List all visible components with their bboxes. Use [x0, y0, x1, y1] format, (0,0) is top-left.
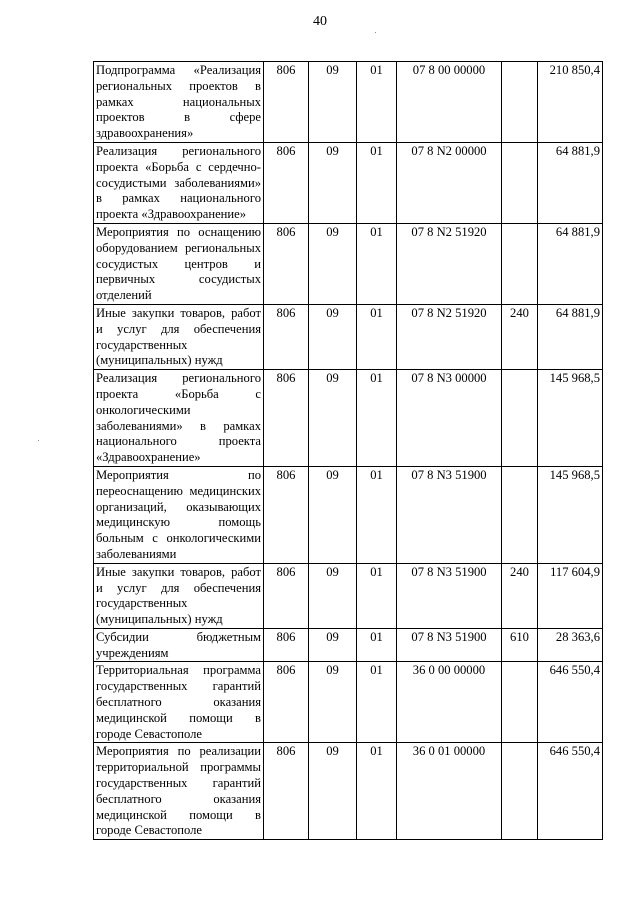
ministry-code: 806	[264, 62, 309, 143]
row-name: Подпрограмма «Реализация региональных проектов в рамках национальных проектов в сфере здравоохранения»	[94, 62, 264, 143]
ministry-code: 806	[264, 743, 309, 840]
ministry-code: 806	[264, 304, 309, 369]
expense-type-code	[502, 662, 538, 743]
amount: 64 881,9	[538, 142, 603, 223]
target-item-code: 07 8 N3 51900	[397, 563, 502, 628]
expense-type-code	[502, 370, 538, 467]
amount: 646 550,4	[538, 743, 603, 840]
row-name: Реализация регионального проекта «Борьба с онкологическими заболеваниями» в рамках национального проекта «Здравоохранение»	[94, 370, 264, 467]
ministry-code: 806	[264, 563, 309, 628]
table-row	[94, 628, 603, 662]
row-name: Мероприятия по оснащению оборудованием региональных сосудистых центров и первичных сосудистых отделений	[94, 223, 264, 304]
section-code: 09	[309, 304, 357, 369]
target-item-code: 07 8 N2 00000	[397, 142, 502, 223]
target-item-code: 36 0 00 00000	[397, 662, 502, 743]
row-name: Реализация регионального проекта «Борьба с сердечно-сосудистыми заболеваниями» в рамках национального проекта «Здравоохранение»	[94, 142, 264, 223]
table-row	[94, 223, 603, 304]
target-item-code: 36 0 01 00000	[397, 743, 502, 840]
subsection-code: 01	[357, 223, 397, 304]
subsection-code: 01	[357, 142, 397, 223]
target-item-code: 07 8 N3 51900	[397, 628, 502, 662]
scan-artifact	[375, 32, 376, 33]
target-item-code: 07 8 N3 51900	[397, 466, 502, 563]
section-code: 09	[309, 466, 357, 563]
ministry-code: 806	[264, 628, 309, 662]
ministry-code: 806	[264, 370, 309, 467]
subsection-code: 01	[357, 628, 397, 662]
budget-table	[93, 61, 603, 840]
expense-type-code	[502, 743, 538, 840]
expense-type-code: 610	[502, 628, 538, 662]
target-item-code: 07 8 N2 51920	[397, 304, 502, 369]
amount: 210 850,4	[538, 62, 603, 143]
amount: 145 968,5	[538, 370, 603, 467]
amount: 646 550,4	[538, 662, 603, 743]
page-number: 40	[313, 14, 327, 29]
section-code: 09	[309, 628, 357, 662]
target-item-code: 07 8 00 00000	[397, 62, 502, 143]
section-code: 09	[309, 62, 357, 143]
table-row	[94, 304, 603, 369]
subsection-code: 01	[357, 662, 397, 743]
expense-type-code: 240	[502, 304, 538, 369]
expense-type-code	[502, 466, 538, 563]
amount: 64 881,9	[538, 304, 603, 369]
scan-artifact	[38, 440, 39, 441]
row-name: Мероприятия по переоснащению медицинских организаций, оказывающих медицинскую помощь больным с онкологическими заболеваниями	[94, 466, 264, 563]
section-code: 09	[309, 370, 357, 467]
section-code: 09	[309, 223, 357, 304]
ministry-code: 806	[264, 662, 309, 743]
section-code: 09	[309, 563, 357, 628]
target-item-code: 07 8 N2 51920	[397, 223, 502, 304]
expense-type-code	[502, 62, 538, 143]
section-code: 09	[309, 743, 357, 840]
ministry-code: 806	[264, 466, 309, 563]
section-code: 09	[309, 662, 357, 743]
ministry-code: 806	[264, 142, 309, 223]
subsection-code: 01	[357, 563, 397, 628]
expense-type-code	[502, 142, 538, 223]
table-row	[94, 142, 603, 223]
table-row	[94, 62, 603, 143]
row-name: Мероприятия по реализации территориальной программы государственных гарантий бесплатного оказания медицинской помощи в городе Севастополе	[94, 743, 264, 840]
section-code: 09	[309, 142, 357, 223]
row-name: Субсидии бюджетным учреждениям	[94, 628, 264, 662]
expense-type-code	[502, 223, 538, 304]
target-item-code: 07 8 N3 00000	[397, 370, 502, 467]
row-name: Территориальная программа государственных гарантий бесплатного оказания медицинской помощи в городе Севастополе	[94, 662, 264, 743]
amount: 64 881,9	[538, 223, 603, 304]
table-row	[94, 466, 603, 563]
row-name: Иные закупки товаров, работ и услуг для обеспечения государственных (муниципальных) нужд	[94, 304, 264, 369]
subsection-code: 01	[357, 304, 397, 369]
table-row	[94, 662, 603, 743]
row-name: Иные закупки товаров, работ и услуг для обеспечения государственных (муниципальных) нужд	[94, 563, 264, 628]
ministry-code: 806	[264, 223, 309, 304]
table-row	[94, 563, 603, 628]
amount: 117 604,9	[538, 563, 603, 628]
amount: 28 363,6	[538, 628, 603, 662]
expense-type-code: 240	[502, 563, 538, 628]
table-row	[94, 743, 603, 840]
table-row	[94, 370, 603, 467]
amount: 145 968,5	[538, 466, 603, 563]
subsection-code: 01	[357, 466, 397, 563]
subsection-code: 01	[357, 743, 397, 840]
subsection-code: 01	[357, 370, 397, 467]
subsection-code: 01	[357, 62, 397, 143]
